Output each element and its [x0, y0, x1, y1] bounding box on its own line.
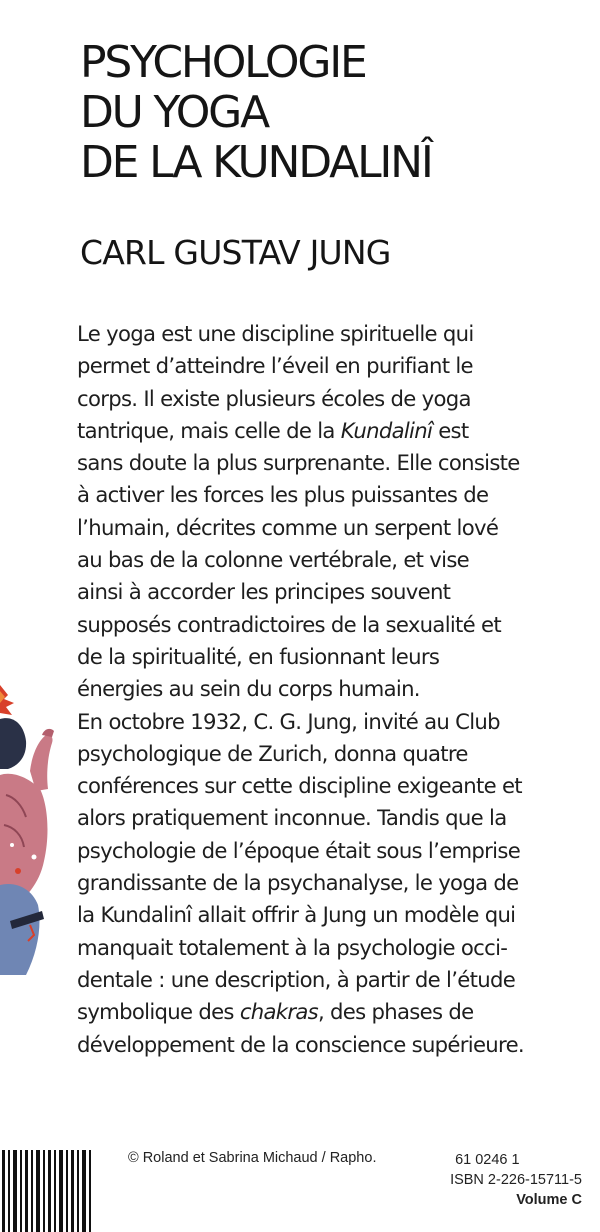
title-line-3: DE LA KUNDALINÎ	[80, 137, 432, 188]
blurb-line	[77, 899, 597, 931]
blurb-text-segment: énergies au sein du corps humain.	[77, 676, 420, 702]
title-line-1: PSYCHOLOGIE	[80, 37, 366, 88]
blurb-text-segment: En octobre 1932, C. G. Jung, invité au Club	[77, 708, 500, 734]
volume-label: Volume C	[516, 1192, 582, 1208]
blurb-text-segment: tantrique, mais celle de la	[77, 417, 341, 443]
blurb-text-segment: psychologique de Zurich, donna quatre	[77, 740, 468, 766]
blurb-line	[77, 802, 597, 834]
blurb-line	[77, 318, 597, 350]
blurb-text-segment: développement de la conscience supérieure.	[77, 1031, 524, 1057]
blurb-line	[77, 738, 597, 770]
isbn: ISBN 2-226-15711-5	[450, 1172, 582, 1188]
blurb-line	[77, 350, 597, 382]
blurb-text-segment: conférences sur cette discipline exigeante et	[77, 773, 522, 799]
book-codes	[450, 1150, 582, 1210]
blurb-line	[77, 770, 597, 802]
barcode	[0, 1150, 96, 1232]
blurb-line	[77, 706, 597, 738]
photo-credit: © Roland et Sabrina Michaud / Rapho.	[128, 1150, 377, 1166]
blurb-line	[77, 932, 597, 964]
blurb-text-segment: sans doute la plus surprenante. Elle consiste	[77, 450, 520, 476]
blurb-text-segment: à activer les forces les plus puissantes de	[77, 482, 489, 508]
kundalini-illustration	[0, 685, 66, 975]
blurb-text-segment: supposés contradictoires de la sexualité et	[77, 611, 501, 637]
product-code: 61 0246 1	[455, 1152, 520, 1168]
blurb-line	[77, 996, 597, 1028]
blurb-italic-term: Kundalinî	[340, 417, 433, 443]
title-line-2: DU YOGA	[80, 87, 268, 138]
blurb-text-segment: de la spiritualité, en fusionnant leurs	[77, 643, 440, 669]
blurb-text-segment: la Kundalinî allait offrir à Jung un modèle qui	[77, 902, 516, 928]
blurb-italic-term: chakras	[239, 999, 318, 1025]
blurb-text-segment: dentale : une description, à partir de l’étude	[77, 966, 516, 992]
blurb-text-segment: manquait totalement à la psychologie occi-	[77, 934, 508, 960]
blurb-text-segment: Le yoga est une discipline spirituelle qui	[77, 321, 474, 346]
blurb-line	[77, 1029, 597, 1061]
blurb-line	[77, 609, 597, 641]
author-name: CARL GUSTAV JUNG	[80, 233, 391, 272]
blurb-text-segment: grandissante de la psychanalyse, le yoga de	[77, 870, 519, 896]
blurb-text-segment: psychologie de l’époque était sous l’emprise	[77, 837, 521, 863]
blurb-text	[77, 318, 597, 1061]
blurb-line	[77, 867, 597, 899]
blurb-text-segment: symbolique des	[77, 999, 240, 1025]
blurb-line	[77, 576, 597, 608]
blurb-line	[77, 835, 597, 867]
blurb-text-segment: l’humain, décrites comme un serpent lové	[77, 514, 499, 540]
blurb-text-segment: au bas de la colonne vertébrale, et vise	[77, 547, 470, 573]
blurb-line	[77, 512, 597, 544]
blurb-line	[77, 383, 597, 415]
blurb-line	[77, 479, 597, 511]
blurb-line	[77, 641, 597, 673]
blurb-line	[77, 544, 597, 576]
blurb-text-segment: permet d’atteindre l’éveil en purifiant le	[77, 353, 473, 379]
blurb-text-segment: corps. Il existe plusieurs écoles de yoga	[77, 385, 471, 411]
blurb-text-segment: alors pratiquement inconnue. Tandis que la	[77, 805, 507, 831]
blurb-line	[77, 447, 597, 479]
blurb-line	[77, 415, 597, 447]
blurb-text-segment: ainsi à accorder les principes souvent	[77, 579, 451, 605]
book-title	[80, 38, 580, 188]
blurb-line	[77, 673, 597, 705]
blurb-line	[77, 964, 597, 996]
blurb-text-segment: est	[432, 417, 469, 443]
blurb-text-segment: , des phases de	[317, 999, 474, 1025]
